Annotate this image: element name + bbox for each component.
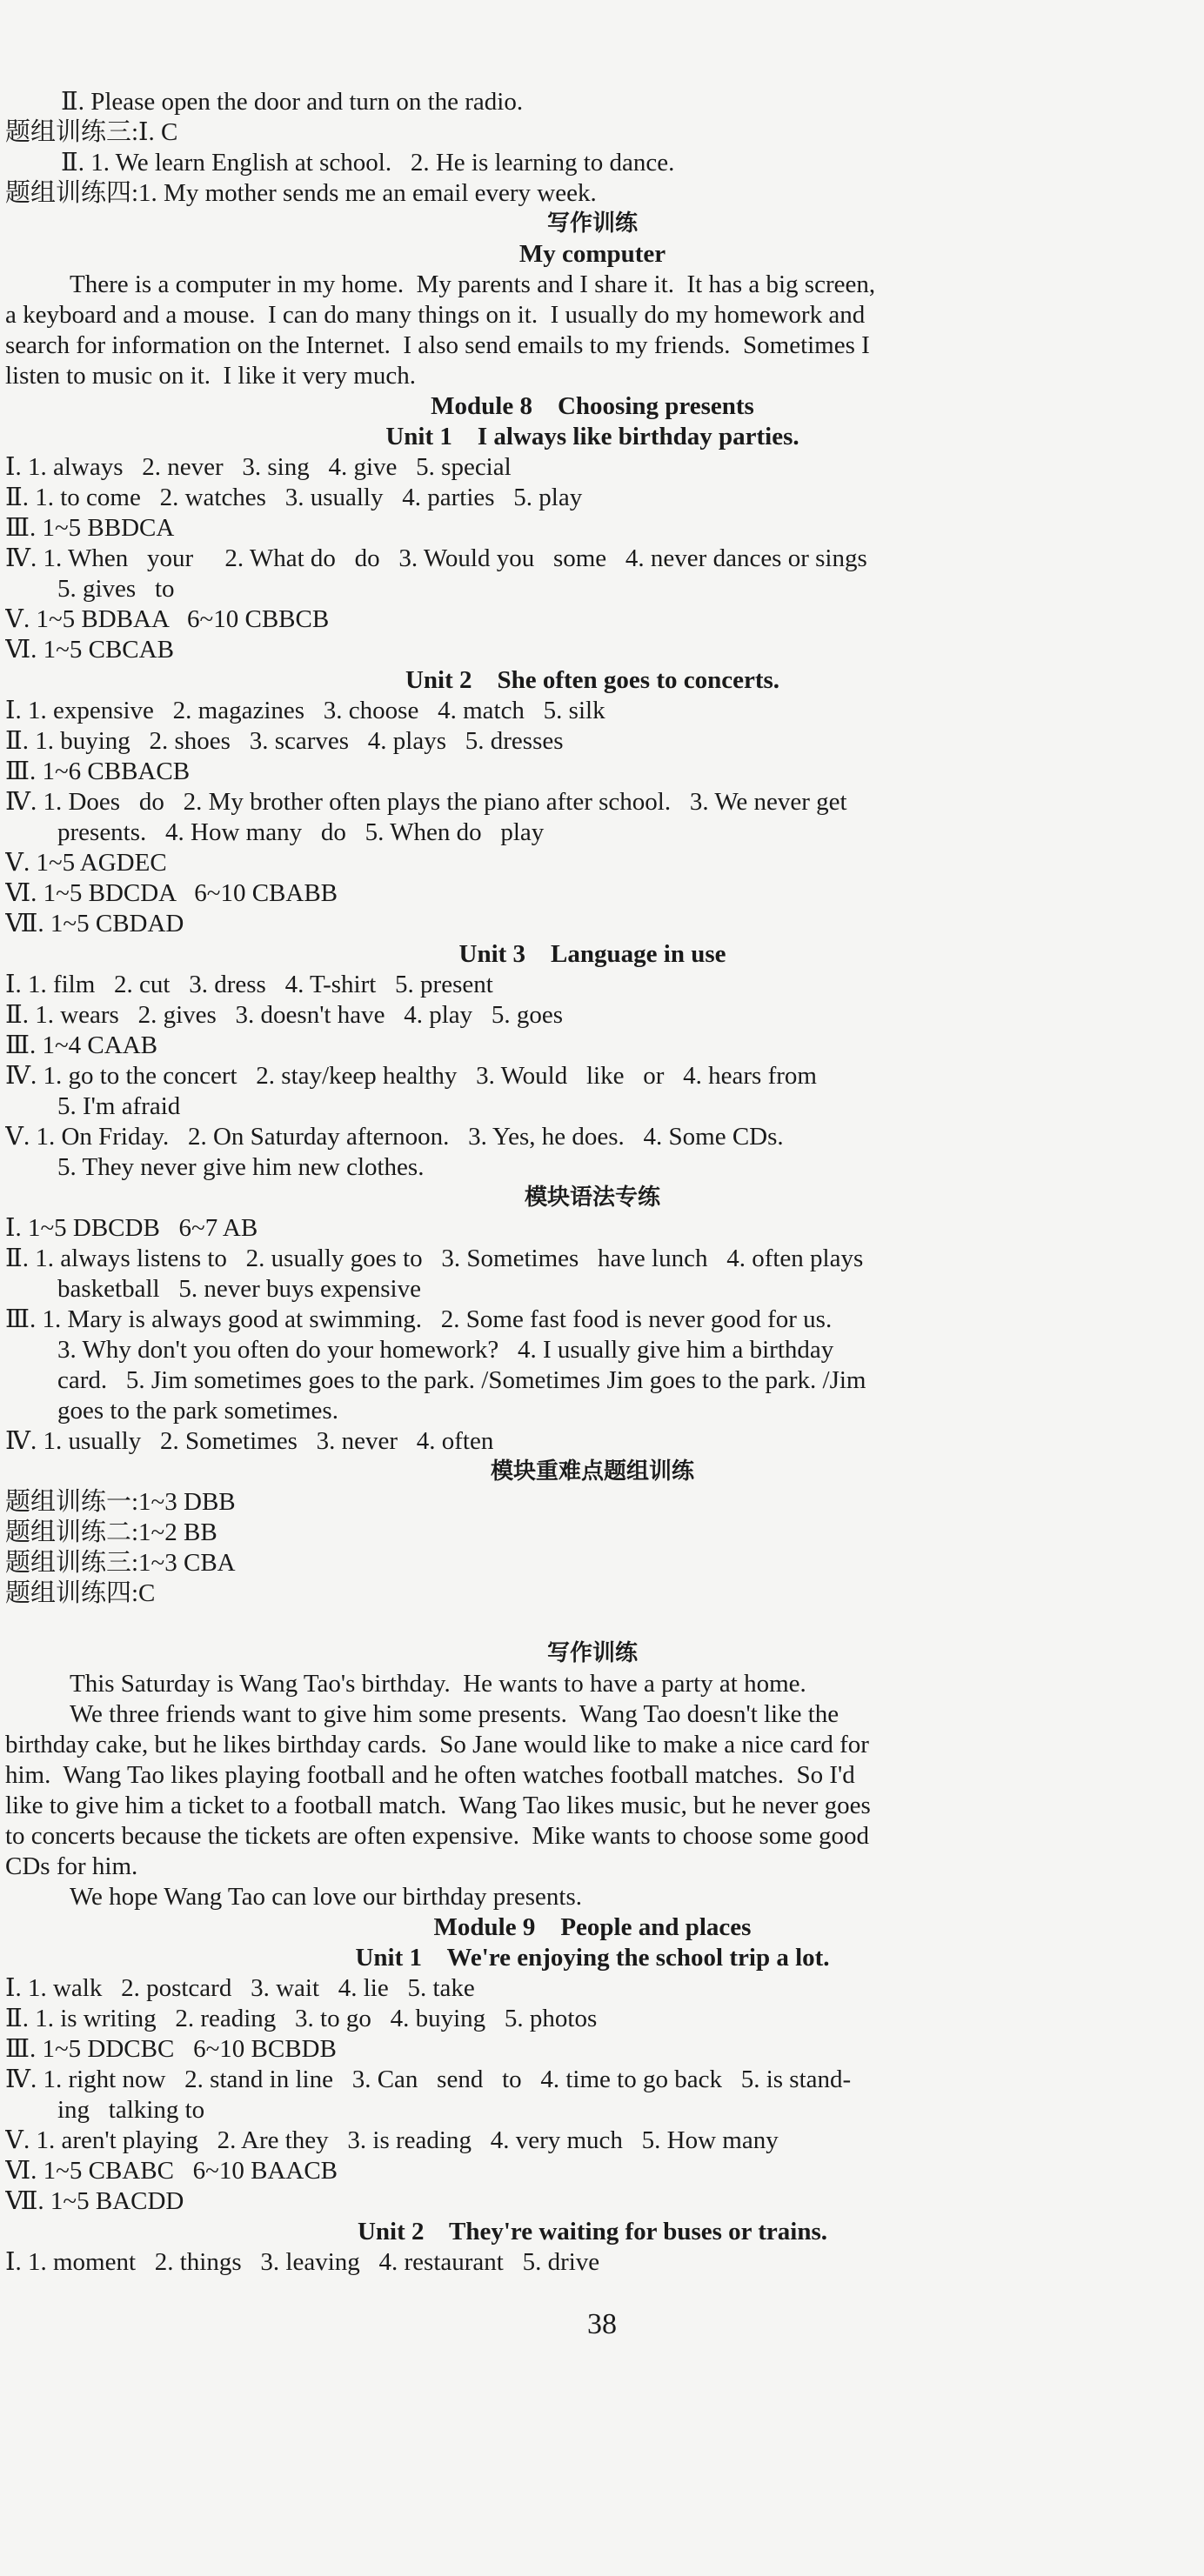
answer-line: search for information on the Internet. I also send emails to my friends. Sometimes I	[5, 331, 870, 359]
section-heading: Module 9 People and places	[433, 1913, 752, 1941]
answer-line: 题组训练四:1. My mother sends me an email every week.	[5, 179, 597, 207]
answer-line: Ⅲ. 1~4 CAAB	[5, 1031, 157, 1059]
section-heading: Unit 2 She often goes to concerts.	[405, 666, 780, 694]
section-heading: Module 8 Choosing presents	[431, 392, 754, 420]
answer-line: Ⅰ. 1. moment 2. things 3. leaving 4. restaurant 5. drive	[5, 2248, 600, 2276]
section-heading: Unit 2 They're waiting for buses or trains.	[357, 2218, 828, 2246]
answer-line: 题组训练三:1~3 CBA	[5, 1549, 236, 1577]
answer-line: like to give him a ticket to a football match. Wang Tao likes music, but he never goes	[5, 1792, 871, 1819]
section-heading: My computer	[518, 240, 666, 268]
answer-line: listen to music on it. I like it very much.	[5, 362, 416, 390]
section-heading: 写作训练	[546, 210, 638, 237]
answer-line: We hope Wang Tao can love our birthday presents.	[70, 1883, 582, 1911]
answer-line: Ⅵ. 1~5 CBABC 6~10 BAACB	[5, 2157, 338, 2185]
answer-line: basketball 5. never buys expensive	[57, 1275, 421, 1303]
answer-line: Ⅱ. 1. to come 2. watches 3. usually 4. parties 5. play	[5, 484, 583, 511]
answer-line: Ⅵ. 1~5 BDCDA 6~10 CBABB	[5, 879, 338, 907]
answer-line: Ⅰ. 1. walk 2. postcard 3. wait 4. lie 5. take	[5, 1974, 475, 2002]
answer-line: 5. I'm afraid	[57, 1092, 181, 1120]
answer-line: Ⅶ. 1~5 CBDAD	[5, 910, 184, 938]
answer-line: Ⅵ. 1~5 CBCAB	[5, 636, 174, 664]
answer-line: Ⅲ. 1. Mary is always good at swimming. 2. Some fast food is never good for us.	[5, 1305, 833, 1333]
answer-line: Ⅱ. 1. always listens to 2. usually goes to 3. Sometimes have lunch 4. often plays	[5, 1245, 864, 1272]
answer-line: There is a computer in my home. My parents and I share it. It has a big screen,	[70, 270, 876, 298]
section-heading: Unit 1 We're enjoying the school trip a lot.	[355, 1944, 830, 1972]
answer-line: Ⅳ. 1. usually 2. Sometimes 3. never 4. often	[5, 1427, 494, 1455]
answer-line	[5, 1609, 1180, 1638]
answer-line: 题组训练一:1~3 DBB	[5, 1488, 236, 1516]
answer-line: Ⅰ. 1. always 2. never 3. sing 4. give 5. special	[5, 453, 512, 481]
answer-line: goes to the park sometimes.	[57, 1397, 338, 1425]
answer-line: Ⅱ. 1. is writing 2. reading 3. to go 4. buying 5. photos	[5, 2005, 598, 2032]
answer-line: presents. 4. How many do 5. When do play	[57, 818, 545, 846]
answer-line: Ⅲ. 1~5 DDCBC 6~10 BCBDB	[5, 2035, 337, 2063]
answer-line: Ⅲ. 1~6 CBBACB	[5, 757, 191, 785]
answer-line: Ⅱ. 1. buying 2. shoes 3. scarves 4. plays 5. dresses	[5, 727, 564, 755]
answer-line: to concerts because the tickets are often expensive. Mike wants to choose some good	[5, 1822, 869, 1850]
answer-line: Ⅳ. 1. go to the concert 2. stay/keep healthy 3. Would like or 4. hears from	[5, 1062, 817, 1090]
answer-line: Ⅰ. 1. expensive 2. magazines 3. choose 4. match 5. silk	[5, 697, 605, 724]
answer-line: Ⅱ. 1. We learn English at school. 2. He is learning to dance.	[61, 149, 675, 177]
answer-line: Ⅴ. 1~5 BDBAA 6~10 CBBCB	[5, 605, 330, 633]
answer-line: 题组训练二:1~2 BB	[5, 1518, 217, 1546]
section-heading: Unit 1 I always like birthday parties.	[385, 423, 799, 450]
answer-line: 5. They never give him new clothes.	[57, 1153, 425, 1181]
answer-line: him. Wang Tao likes playing football and he often watches football matches. So I'd	[5, 1761, 855, 1789]
answer-line: Ⅳ. 1. Does do 2. My brother often plays the piano after school. 3. We never get	[5, 788, 847, 816]
answer-line: Ⅴ. 1. aren't playing 2. Are they 3. is reading 4. very much 5. How many	[5, 2126, 779, 2154]
answer-line: card. 5. Jim sometimes goes to the park. /Sometimes Jim goes to the park. /Jim	[57, 1366, 866, 1394]
answer-line: a keyboard and a mouse. I can do many things on it. I usually do my homework and	[5, 301, 866, 329]
answer-line: Ⅴ. 1. On Friday. 2. On Saturday afternoon. 3. Yes, he does. 4. Some CDs.	[5, 1123, 784, 1151]
answer-line: 题组训练三:Ⅰ. C	[5, 118, 178, 146]
answer-line: CDs for him.	[5, 1852, 138, 1880]
answer-line: Ⅱ. Please open the door and turn on the radio.	[61, 88, 524, 116]
answer-line: 题组训练四:C	[5, 1579, 156, 1607]
page-number: 38	[587, 2308, 617, 2340]
answer-line: birthday cake, but he likes birthday cards. So Jane would like to make a nice card for	[5, 1731, 869, 1758]
section-heading: 写作训练	[546, 1640, 638, 1666]
answer-content	[5, 87, 1180, 2278]
answer-line: ing talking to	[57, 2096, 205, 2124]
answer-line: Ⅶ. 1~5 BACDD	[5, 2187, 184, 2215]
answer-line: We three friends want to give him some presents. Wang Tao doesn't like the	[70, 1700, 839, 1728]
answer-line: Ⅳ. 1. When your 2. What do do 3. Would you some 4. never dances or sings	[5, 544, 867, 572]
answer-line: 3. Why don't you often do your homework? 4. I usually give him a birthday	[57, 1336, 834, 1364]
answer-line: Ⅰ. 1. film 2. cut 3. dress 4. T-shirt 5. present	[5, 971, 493, 998]
answer-line: Ⅳ. 1. right now 2. stand in line 3. Can send to 4. time to go back 5. is stand-	[5, 2065, 852, 2093]
answer-line: Ⅲ. 1~5 BBDCA	[5, 514, 175, 542]
section-heading: Unit 3 Language in use	[458, 940, 726, 968]
section-heading: 模块语法专练	[524, 1185, 660, 1211]
answer-line: 5. gives to	[57, 575, 175, 603]
answer-line: Ⅱ. 1. wears 2. gives 3. doesn't have 4. play 5. goes	[5, 1001, 564, 1029]
answer-line: Ⅴ. 1~5 AGDEC	[5, 849, 167, 877]
answer-line: Ⅰ. 1~5 DBCDB 6~7 AB	[5, 1214, 258, 1242]
section-heading: 模块重难点题组训练	[490, 1458, 694, 1485]
answer-line: This Saturday is Wang Tao's birthday. He wants to have a party at home.	[70, 1670, 806, 1698]
